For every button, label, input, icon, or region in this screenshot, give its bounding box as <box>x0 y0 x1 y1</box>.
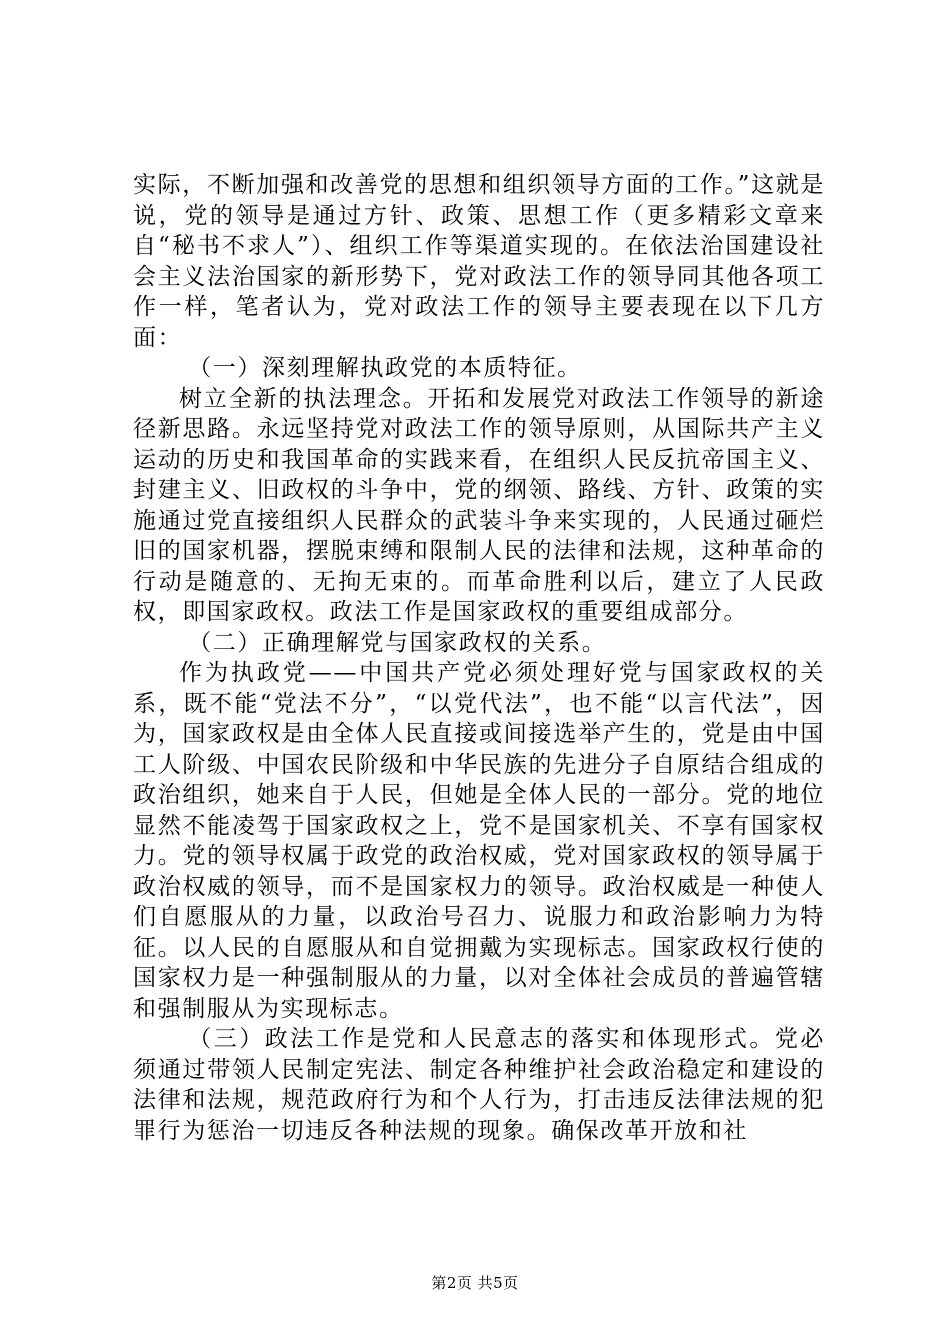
section-heading-1: （一）深刻理解执政党的本质特征。 <box>188 355 582 381</box>
page-number-label: 第2页 共5页 <box>431 1274 519 1292</box>
page-footer <box>0 1272 950 1293</box>
paragraph-section-2: 作为执政党——中国共产党必须处理好党与国家政权的关系，既不能“党法不分”，“以党代法”，也不能“以言代法”，因为，国家政权是由全体人民直接或间接选举产生的，党是由中国工人阶级、中国农民阶级和中华民族的先进分子自原结合组成的政治组织，她来自于人民，但她是全体人民的一部分。党的地位显然不能凌驾于国家政权之上，党不是国家机关、不享有国家权力。党的领导权属于政党的政治权威，党对国家政权的领导属于政治权威的领导，而不是国家权力的领导。政治权威是一种使人们自愿服从的力量，以政治号召力、说服力和政治影响力为特征。以人民的自愿服从和自觉拥戴为实现标志。国家政权行使的国家权力是一种强制服从的力量，以对全体社会成员的普遍管辖和强制服从为实现标志。 <box>133 660 825 1022</box>
section-heading-2: （二）正确理解党与国家政权的关系。 <box>188 629 607 656</box>
section-heading-3-paragraph: （三）政法工作是党和人民意志的落实和体现形式。党必须通过带领人民制定宪法、制定各种维护社会政治稳定和建设的法律和法规，规范政府行为和个人行为，打击违反法律法规的犯罪行为惩治一切违反各种法规的现象。确保改革开放和社 <box>133 1026 825 1144</box>
paragraph-section-1: 树立全新的执法理念。开拓和发展党对政法工作领导的新途径新思路。永远坚持党对政法工作的领导原则，从国际共产主义运动的历史和我国革命的实践来看，在组织人民反抗帝国主义、封建主义、旧政权的斗争中，党的纲领、路线、方针、政策的实施通过党直接组织人民群众的武装斗争来实现的，人民通过砸烂旧的国家机器，摆脱束缚和限制人民的法律和法规，这种革命的行动是随意的、无拘无束的。而革命胜利以后，建立了人民政权，即国家政权。政法工作是国家政权的重要组成部分。 <box>133 385 825 625</box>
document-body <box>133 170 825 1146</box>
paragraph-intro-continuation: 实际，不断加强和改善党的思想和组织领导方面的工作。”这就是说，党的领导是通过方针、政策、思想工作（更多精彩文章来自“秘书不求人”）、组织工作等渠道实现的。在依法治国建设社会主义法治国家的新形势下，党对政法工作的领导同其他各项工作一样，笔者认为，党对政法工作的领导主要表现在以下几方面： <box>133 172 825 351</box>
